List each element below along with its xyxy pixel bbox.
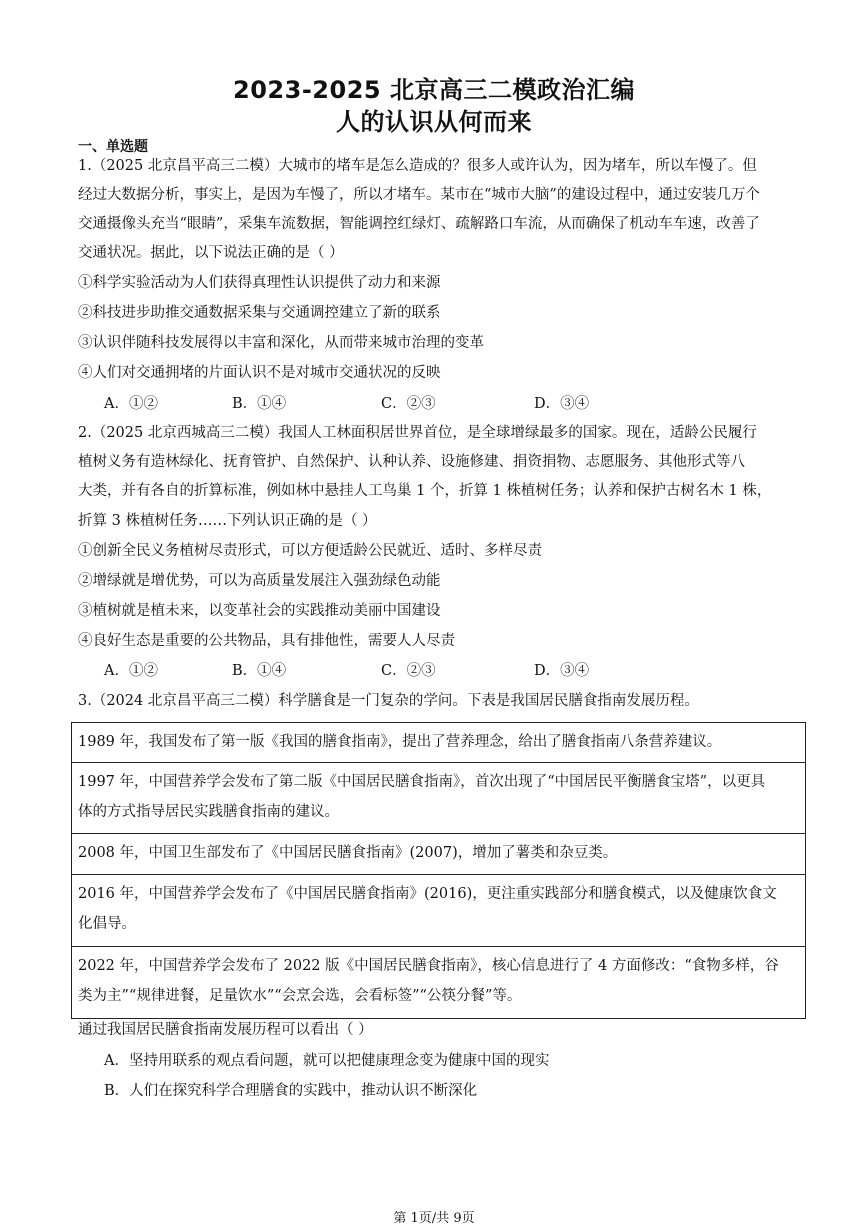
q2-stem-line: 大类，并有各自的折算标准，例如林中悬挂人工鸟巢 1 个，折算 1 株植树任务；认养和保护古树名木 1 株， [78,483,772,499]
table-cell [72,763,806,834]
q1-stem-line: 交通摄像头充当“眼睛”，采集车流数据，智能调控红绿灯、疏解路口车流，从而确保了机动车车速，改善了 [78,216,760,232]
guideline-history-table [71,722,806,1019]
cell-text: 2022 年，中国营养学会发布了 2022 版《中国居民膳食指南》，核心信息进行了 4 方面修改：“食物多样，谷 [78,958,779,974]
q1-option-b: B．①④ [232,396,287,412]
q2-statement: ③植树就是植未来，以变革社会的实践推动美丽中国建设 [78,603,441,619]
table-row [72,723,806,763]
q2-statement: ④良好生态是重要的公共物品，具有排他性，需要人人尽责 [78,633,455,649]
q1-option-d: D．③④ [534,396,590,412]
q1-statement: ①科学实验活动为人们获得真理性认识提供了动力和来源 [78,275,441,291]
q2-option-d: D．③④ [534,663,590,679]
q2-statement: ①创新全民义务植树尽责形式，可以方便适龄公民就近、适时、多样尽责 [78,543,542,559]
q2-option-a: A．①② [104,663,158,679]
table-row [72,947,806,1019]
document-title: 2023-2025 北京高三二模政治汇编 [233,76,635,104]
cell-text: 2008 年，中国卫生部发布了《中国居民膳食指南》(2007)，增加了薯类和杂豆类。 [78,845,618,861]
q1-statement: ④人们对交通拥堵的片面认识不是对城市交通状况的反映 [78,365,441,381]
cell-text: 类为主”“规律进餐，足量饮水”“会烹会选，会看标签”“公筷分餐”等。 [78,988,522,1004]
page-number: 第 1页/共 9页 [393,1211,475,1226]
q2-option-b: B．①④ [232,663,287,679]
section-heading: 一、单选题 [78,139,148,155]
cell-text: 体的方式指导居民实践膳食指南的建议。 [78,804,339,820]
q2-stem-line: 植树义务有造林绿化、抚育管护、自然保护、认种认养、设施修建、捐资捐物、志愿服务、其他形式等八 [78,454,745,470]
table-row [72,834,806,875]
cell-text: 1989 年，我国发布了第一版《我国的膳食指南》，提出了营养理念，给出了膳食指南八条营养建议。 [78,734,722,750]
q1-stem-line: 交通状况。据此，以下说法正确的是（ ） [78,245,344,261]
q3-option-b: B．人们在探究科学合理膳食的实践中，推动认识不断深化 [104,1083,478,1099]
q3-stem: 3.（2024 北京昌平高三二模）科学膳食是一门复杂的学问。下表是我国居民膳食指南发展历程。 [78,693,699,709]
q3-option-a: A．坚持用联系的观点看问题，就可以把健康理念变为健康中国的现实 [104,1053,550,1069]
q2-option-c: C．②③ [381,663,436,679]
cell-text: 1997 年，中国营养学会发布了第二版《中国居民膳食指南》，首次出现了“中国居民平衡膳食宝塔”，以更具 [78,774,766,790]
q2-statement: ②增绿就是增优势，可以为高质量发展注入强劲绿色动能 [78,573,441,589]
table-cell [72,947,806,1019]
table-cell [72,875,806,947]
q1-stem-line: 经过大数据分析，事实上，是因为车慢了，所以才堵车。某市在“城市大脑”的建设过程中，通过安装几万个 [78,187,760,203]
table-row [72,875,806,947]
q1-option-a: A．①② [104,396,158,412]
cell-text: 2016 年，中国营养学会发布了《中国居民膳食指南》(2016)，更注重实践部分和膳食模式，以及健康饮食文 [78,886,777,902]
q2-stem-line: 2.（2025 北京西城高三二模）我国人工林面积居世界首位，是全球增绿最多的国家。现在，适龄公民履行 [78,425,757,441]
table-cell [72,723,806,763]
q1-stem-line: 1.（2025 北京昌平高三二模）大城市的堵车是怎么造成的？很多人或许认为，因为堵车，所以车慢了。但 [78,158,757,174]
document-subtitle: 人的认识从何而来 [336,108,532,136]
table-cell [72,834,806,875]
q3-question: 通过我国居民膳食指南发展历程可以看出（ ） [78,1022,373,1038]
q1-option-c: C．②③ [381,396,436,412]
cell-text: 化倡导。 [78,916,136,932]
q2-stem-line: 折算 3 株植树任务……下列认识正确的是（ ） [78,513,377,529]
q1-statement: ②科技进步助推交通数据采集与交通调控建立了新的联系 [78,305,441,321]
q1-statement: ③认识伴随科技发展得以丰富和深化，从而带来城市治理的变革 [78,335,484,351]
table-row [72,763,806,834]
